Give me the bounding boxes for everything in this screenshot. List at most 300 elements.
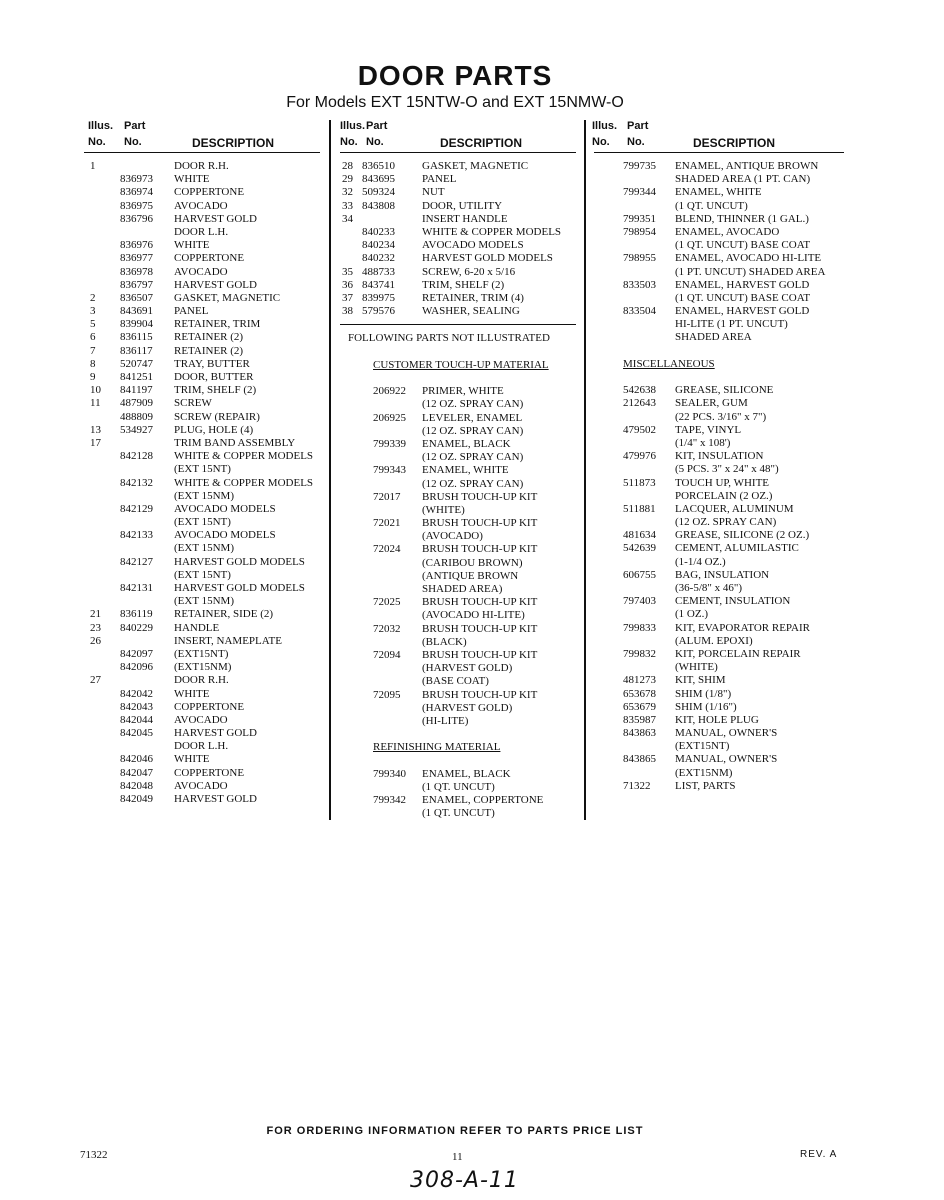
part-description: DOOR R.H. [174, 674, 229, 687]
part-row [340, 412, 576, 425]
section-heading [340, 359, 576, 372]
part-row [84, 793, 320, 806]
part-description: BRUSH TOUCH-UP KIT [422, 517, 538, 530]
part-row [340, 794, 576, 807]
illus-number: 27 [90, 674, 101, 687]
part-number: 206922 [373, 385, 406, 398]
part-row [594, 503, 844, 516]
part-row [340, 504, 576, 517]
part-description: SCREW (REPAIR) [174, 410, 260, 423]
spacer [594, 345, 844, 358]
part-description: TOUCH UP, WHITE [675, 476, 770, 489]
part-row [594, 595, 844, 608]
part-number: 836797 [120, 278, 153, 291]
part-description: BRUSH TOUCH-UP KIT [422, 688, 538, 701]
part-row [340, 186, 576, 199]
part-number: 833503 [623, 278, 656, 291]
part-description: SHIM (1/16") [675, 700, 737, 713]
part-number: 487909 [120, 397, 153, 410]
part-row [594, 490, 844, 503]
part-row [340, 305, 576, 318]
part-row [84, 384, 320, 397]
illus-number: 9 [90, 371, 96, 383]
part-description: ENAMEL, HARVEST GOLD [675, 305, 810, 318]
part-row [594, 331, 844, 344]
illus-number: 2 [90, 291, 96, 304]
part-row [84, 740, 320, 753]
part-row [84, 727, 320, 740]
part-description: BAG, INSULATION [675, 568, 770, 581]
part-number: 799344 [623, 186, 656, 199]
illus-number: 28 [342, 160, 353, 172]
parts-list [594, 160, 844, 793]
illus-number: 38 [342, 305, 353, 318]
part-number: 542638 [623, 384, 656, 397]
part-number: 479502 [623, 423, 656, 436]
part-description: GASKET, MAGNETIC [422, 160, 529, 172]
part-row [594, 463, 844, 476]
part-row [84, 345, 320, 358]
part-row [594, 635, 844, 648]
part-description: ENAMEL, ANTIQUE BROWN [675, 160, 819, 172]
not-illustrated-note [340, 332, 576, 345]
part-number: 481634 [623, 529, 656, 542]
part-description: RETAINER (2) [174, 344, 244, 357]
parts-list [340, 160, 576, 820]
part-description: NUT [422, 186, 445, 199]
part-row [594, 688, 844, 701]
part-description: (12 OZ. SPRAY CAN) [422, 451, 524, 464]
part-number: 842132 [120, 476, 153, 489]
part-description: PANEL [422, 173, 457, 186]
part-description: BRUSH TOUCH-UP KIT [422, 622, 538, 635]
part-row [84, 648, 320, 661]
part-number: 842097 [120, 647, 153, 660]
part-row [340, 425, 576, 438]
part-number: 842049 [120, 793, 153, 805]
page-subtitle: For Models EXT 15NTW-O and EXT 15NMW-O [286, 94, 624, 111]
part-description: HARVEST GOLD MODELS [422, 252, 553, 265]
part-description: CEMENT, INSULATION [675, 595, 791, 608]
revision: REV. A [800, 1149, 838, 1160]
part-description: TRAY, BUTTER [174, 357, 250, 370]
part-row [340, 675, 576, 688]
part-row [340, 478, 576, 491]
part-row [84, 701, 320, 714]
part-number: 836119 [120, 608, 153, 621]
part-row [84, 608, 320, 621]
part-row [340, 609, 576, 622]
part-description: PANEL [174, 305, 209, 318]
part-number: 798954 [623, 225, 656, 238]
part-row [594, 753, 844, 766]
part-row [594, 226, 844, 239]
part-number: 836974 [120, 186, 153, 199]
part-description: WHITE & COPPER MODELS [422, 225, 562, 238]
description-label: DESCRIPTION [192, 136, 275, 150]
part-label: Part [627, 120, 649, 132]
part-number: 72021 [373, 517, 401, 530]
part-number: 833504 [623, 305, 656, 318]
part-description: (ALUM. EPOXI) [675, 634, 753, 647]
part-description: HARVEST GOLD MODELS [174, 555, 305, 568]
part-description: (12 OZ. SPRAY CAN) [422, 477, 524, 490]
part-row [84, 516, 320, 529]
part-description: ENAMEL, BLACK [422, 437, 511, 450]
part-label: Part [124, 120, 146, 132]
part-description: MANUAL, OWNER'S [675, 753, 778, 766]
part-description: (12 OZ. SPRAY CAN) [675, 516, 777, 529]
part-description: TAPE, VINYL [675, 423, 742, 436]
part-description: RETAINER, TRIM [174, 318, 261, 331]
part-description: INSERT HANDLE [422, 212, 508, 225]
part-number: 511881 [623, 502, 656, 515]
part-description: (1 QT. UNCUT) [675, 199, 748, 212]
part-row [84, 200, 320, 213]
illus-no-label: No. [88, 136, 106, 148]
section-heading-text: MISCELLANEOUS [623, 357, 715, 370]
part-number: 843808 [362, 199, 395, 212]
part-number: 206925 [373, 411, 406, 424]
part-description: HARVEST GOLD MODELS [174, 582, 305, 594]
illus-number: 33 [342, 199, 353, 212]
part-row [340, 543, 576, 556]
part-description: RETAINER, SIDE (2) [174, 608, 274, 621]
part-description: COPPERTONE [174, 700, 245, 713]
part-number: 799351 [623, 212, 656, 225]
part-description: WHITE [174, 687, 210, 700]
part-row [84, 674, 320, 687]
part-row [594, 397, 844, 410]
part-description: (EXT15NM) [675, 766, 733, 779]
part-row [594, 173, 844, 186]
parts-column-3 [594, 118, 844, 793]
part-number: 509324 [362, 186, 395, 199]
part-row [84, 450, 320, 463]
part-number: 836973 [120, 173, 153, 186]
part-row [84, 213, 320, 226]
part-description: (12 OZ. SPRAY CAN) [422, 424, 524, 437]
part-row [340, 398, 576, 411]
part-row [594, 424, 844, 437]
part-number: 72024 [373, 543, 401, 556]
part-number: 798955 [623, 252, 656, 265]
part-number: 799832 [623, 647, 656, 660]
part-number: 836507 [120, 291, 153, 304]
part-description: RETAINER, TRIM (4) [422, 291, 524, 304]
part-number: 799342 [373, 794, 406, 806]
part-description: COPPERTONE [174, 252, 245, 265]
part-description: DOOR L.H. [174, 740, 229, 753]
part-description: WHITE & COPPER MODELS [174, 450, 314, 463]
part-row [84, 397, 320, 410]
part-number: 488809 [120, 410, 153, 423]
part-number: 799340 [373, 767, 406, 780]
part-row [594, 186, 844, 199]
part-number: 836977 [120, 252, 153, 265]
part-row [594, 556, 844, 569]
part-description: ENAMEL, AVOCADO [675, 225, 780, 238]
part-number: 799343 [373, 464, 406, 477]
part-row [84, 714, 320, 727]
part-row [84, 305, 320, 318]
part-row [594, 622, 844, 635]
part-description: (1-1/4 OZ.) [675, 555, 726, 568]
part-description: HARVEST GOLD [174, 212, 257, 225]
illus-label: Illus. [88, 120, 114, 132]
part-number: 842045 [120, 727, 153, 740]
part-description: ENAMEL, AVOCADO HI-LITE [675, 252, 822, 265]
part-row [84, 252, 320, 265]
part-description: (EXT15NT) [174, 647, 229, 660]
part-number: 840233 [362, 225, 395, 238]
part-row [84, 239, 320, 252]
part-number: 534927 [120, 423, 153, 436]
part-row [594, 780, 844, 793]
part-number: 653679 [623, 700, 656, 713]
part-number: 842131 [120, 582, 153, 594]
part-row [84, 582, 320, 595]
part-description: HANDLE [174, 621, 220, 634]
part-number: 479976 [623, 450, 656, 463]
part-number: 212643 [623, 397, 656, 410]
part-description: (36-5/8" x 46") [675, 582, 743, 594]
part-description: (12 OZ. SPRAY CAN) [422, 398, 524, 411]
part-row [84, 767, 320, 780]
part-number: 481273 [623, 674, 656, 687]
part-row [84, 437, 320, 450]
part-row [340, 623, 576, 636]
part-description: WHITE [174, 239, 210, 252]
part-row [84, 266, 320, 279]
part-row [84, 160, 320, 173]
part-description: SHADED AREA (1 PT. CAN) [675, 173, 811, 186]
part-row [594, 200, 844, 213]
part-row [340, 636, 576, 649]
part-number: 653678 [623, 687, 656, 700]
part-description: (ANTIQUE BROWN [422, 569, 519, 582]
part-row [594, 608, 844, 621]
part-row [594, 648, 844, 661]
part-description: TRIM BAND ASSEMBLY [174, 436, 296, 449]
part-row [594, 437, 844, 450]
part-description: (AVOCADO HI-LITE) [422, 609, 525, 622]
part-row [594, 542, 844, 555]
part-description: (WHITE) [675, 661, 718, 674]
illus-number: 17 [90, 436, 101, 449]
section-heading [594, 358, 844, 371]
part-description: AVOCADO MODELS [422, 239, 524, 252]
part-description: BRUSH TOUCH-UP KIT [422, 596, 538, 609]
part-row [84, 292, 320, 305]
part-description: TRIM, SHELF (2) [422, 278, 505, 291]
part-description: SHADED AREA [675, 331, 752, 344]
part-number: 520747 [120, 357, 153, 370]
part-description: ENAMEL, BLACK [422, 767, 511, 780]
part-number: 799833 [623, 621, 656, 634]
part-row [340, 239, 576, 252]
part-row [84, 542, 320, 555]
part-row [84, 529, 320, 542]
part-row [340, 530, 576, 543]
part-description: (1 QT. UNCUT) [422, 780, 495, 793]
part-row [340, 689, 576, 702]
part-description: KIT, SHIM [675, 674, 726, 687]
part-description: KIT, INSULATION [675, 450, 764, 463]
part-description: AVOCADO MODELS [174, 529, 276, 542]
part-row [340, 596, 576, 609]
part-number: 842047 [120, 766, 153, 779]
part-row [340, 491, 576, 504]
part-row [84, 463, 320, 476]
handwritten-code: 308-A-11 [410, 1168, 519, 1193]
part-description: (EXT 15NT) [174, 516, 231, 529]
part-row [594, 411, 844, 424]
part-description: BRUSH TOUCH-UP KIT [422, 648, 538, 661]
part-row [340, 160, 576, 173]
part-row [84, 411, 320, 424]
part-description: LACQUER, ALUMINUM [675, 502, 794, 515]
part-row [340, 226, 576, 239]
part-row [594, 305, 844, 318]
section-heading-text: CUSTOMER TOUCH-UP MATERIAL [373, 358, 549, 371]
part-description: INSERT, NAMEPLATE [174, 634, 282, 647]
illus-number: 36 [342, 278, 353, 291]
spacer [340, 346, 576, 359]
column-header [594, 118, 844, 153]
part-description: HI-LITE (1 PT. UNCUT) [675, 318, 788, 331]
part-row [340, 702, 576, 715]
illus-number: 1 [90, 160, 96, 172]
part-description: SCREW, 6-20 x 5/16 [422, 265, 516, 278]
part-description: DOOR L.H. [174, 225, 229, 238]
part-row [340, 173, 576, 186]
part-description: (EXT 15NM) [174, 489, 234, 502]
part-description: (1 QT. UNCUT) BASE COAT [675, 239, 811, 252]
part-number: 542639 [623, 542, 656, 555]
part-number: 836796 [120, 212, 153, 225]
illus-number: 23 [90, 621, 101, 634]
part-description: GREASE, SILICONE [675, 384, 774, 397]
part-description: (EXT 15NT) [174, 463, 231, 476]
part-row [340, 451, 576, 464]
part-row [340, 464, 576, 477]
part-row [594, 767, 844, 780]
part-number: 843691 [120, 305, 153, 318]
part-row [340, 385, 576, 398]
illus-number: 5 [90, 318, 96, 331]
part-row [84, 358, 320, 371]
part-row [84, 424, 320, 437]
spacer [340, 728, 576, 741]
part-row [84, 569, 320, 582]
column-header [340, 118, 576, 153]
part-number: 836117 [120, 344, 153, 357]
part-number: 836976 [120, 239, 153, 252]
part-row [84, 661, 320, 674]
part-number: 842128 [120, 450, 153, 463]
section-divider [340, 318, 576, 325]
part-row [340, 252, 576, 265]
part-row [84, 688, 320, 701]
part-no-label: No. [124, 136, 142, 148]
part-number: 841251 [120, 371, 153, 383]
part-number: 797403 [623, 595, 656, 608]
part-number: 840232 [362, 252, 395, 265]
part-description: (CARIBOU BROWN) [422, 556, 523, 569]
part-number: 842127 [120, 555, 153, 568]
part-row [84, 595, 320, 608]
part-row [84, 556, 320, 569]
part-number: 840229 [120, 621, 153, 634]
part-row [84, 622, 320, 635]
part-description: SHADED AREA) [422, 583, 503, 595]
part-row [340, 662, 576, 675]
part-description: (EXT 15NM) [174, 542, 234, 555]
part-description: (1/4" x 108') [675, 436, 731, 449]
part-row [340, 649, 576, 662]
description-label: DESCRIPTION [693, 136, 776, 150]
illus-no-label: No. [340, 136, 358, 148]
part-description: (5 PCS. 3" x 24" x 48") [675, 463, 779, 476]
part-number: 842046 [120, 753, 153, 766]
part-description: ENAMEL, WHITE [422, 464, 509, 477]
part-row [84, 279, 320, 292]
part-row [84, 490, 320, 503]
part-row [594, 740, 844, 753]
part-description: (AVOCADO) [422, 530, 483, 543]
page-title: DOOR PARTS [357, 60, 553, 91]
part-row [594, 239, 844, 252]
part-number: 842042 [120, 687, 153, 700]
part-description: HARVEST GOLD [174, 278, 257, 291]
part-description: HARVEST GOLD [174, 793, 257, 805]
illus-number: 26 [90, 634, 101, 647]
part-row [340, 715, 576, 728]
part-description: DOOR R.H. [174, 160, 229, 172]
illus-number: 13 [90, 423, 101, 436]
part-row [340, 583, 576, 596]
part-row [594, 529, 844, 542]
column-header [84, 118, 320, 153]
part-description: PRIMER, WHITE [422, 385, 504, 398]
part-description: (BLACK) [422, 635, 467, 648]
part-row [594, 213, 844, 226]
illus-number: 11 [90, 397, 101, 410]
part-row [340, 768, 576, 781]
part-description: PLUG, HOLE (4) [174, 423, 254, 436]
part-description: COPPERTONE [174, 766, 245, 779]
part-row [594, 160, 844, 173]
part-description: (BASE COAT) [422, 675, 489, 688]
illus-no-label: No. [592, 136, 610, 148]
column-divider [329, 120, 331, 820]
part-number: 842096 [120, 661, 153, 674]
part-row [594, 569, 844, 582]
part-number: 71322 [623, 779, 651, 792]
part-number: 842133 [120, 529, 153, 542]
part-number: 842129 [120, 502, 153, 515]
section-heading [340, 741, 576, 754]
part-row [340, 570, 576, 583]
part-description: RETAINER (2) [174, 331, 244, 344]
spacer [594, 371, 844, 384]
illus-label: Illus. [340, 120, 366, 132]
part-row [84, 226, 320, 239]
part-number: 843865 [623, 753, 656, 766]
part-row [340, 200, 576, 213]
part-number: 840234 [362, 239, 395, 252]
